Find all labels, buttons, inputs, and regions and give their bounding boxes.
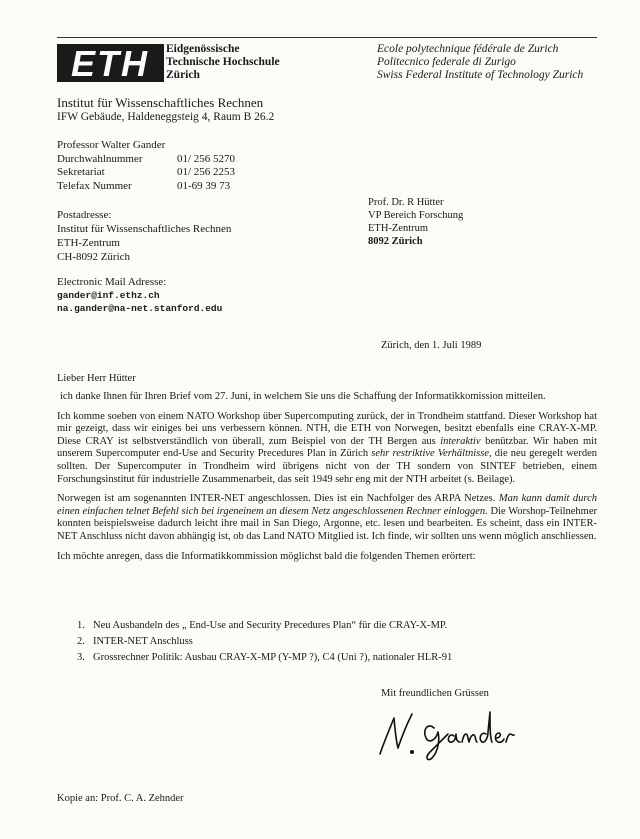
contact-label: Telefax Nummer: [57, 179, 132, 192]
postal-line: Institut für Wissenschaftliches Rechnen: [57, 223, 232, 235]
closing: Mit freundlichen Grüssen: [381, 688, 489, 699]
recipient-line: ETH-Zentrum: [368, 223, 429, 234]
date-line: Zürich, den 1. Juli 1989: [381, 340, 482, 351]
sender-name: Professor Walter Gander: [57, 139, 166, 151]
postal-line: ETH-Zentrum: [57, 237, 120, 249]
paragraph: [57, 493, 597, 543]
list-item: [77, 618, 452, 634]
institute-block: [57, 95, 274, 125]
recipient-line: Prof. Dr. R Hütter: [368, 197, 444, 208]
emphasis: interaktiv: [440, 435, 481, 447]
text-run: Norwegen ist am sogenannten INTER-NET angeschlossen. Dies ist ein Nachfolger des ARPA Netzes.: [57, 493, 499, 505]
org-line: Ecole polytechnique fédérale de Zurich: [377, 43, 559, 55]
org-line: Swiss Federal Institute of Technology Zurich: [377, 69, 584, 81]
text-run: Ich komme soeben von einem NATO Workshop über Supercomputing zurück, der in Trondheim stattfand. Dieser Workshop hat mir gezeigt, dass wir einiges bei uns verbessern können. NTH, die ETH von Norwegen, besitzt ebenfalls eine CRAY-X-MP. Diese CRAY ist selbstverständlich von überall, zum Beispiel von der TH Bergen aus: [57, 410, 597, 447]
contact-row: [57, 166, 235, 180]
recipient-line: VP Bereich Forschung: [368, 210, 464, 221]
contact-value: 01/ 256 5270: [177, 152, 236, 165]
contact-row: [57, 153, 235, 167]
contact-label: Durchwahlnummer: [57, 152, 143, 165]
email-heading: Electronic Mail Adresse:: [57, 276, 167, 288]
institute-name: Institut für Wissenschaftliches Rechnen: [57, 95, 264, 110]
text-run: Die Worshop-Teilnehmer konnten beispielsweise dadurch leicht ihre mail in San Diego, Argonne, etc. lesen und bearbeiten. Es scheint, dass ein INTER-NET Anschluss nicht davon abhängig ist, ob das Land NATO Mitglied ist. Ich finde, wir sollten uns wenn möglich anschliessen.: [57, 505, 598, 542]
postal-heading: Postadresse:: [57, 209, 112, 221]
paragraph: [57, 411, 597, 487]
contact-label: Sekretariat: [57, 166, 105, 178]
postal-address: [57, 208, 231, 264]
contact-block: [57, 139, 235, 193]
letter-body: [57, 391, 597, 570]
emphasis: Man kann damit durch einen einfachen telnet Befehl sich bei irgeneinem an diesem Netz angeschlossenen Rechner einloggen.: [57, 493, 597, 517]
list-item: [77, 650, 452, 666]
contact-row: [57, 180, 235, 194]
paragraph: Ich möchte anregen, dass die Informatikkommission möglichst bald die folgenden Themen erörtert:: [57, 550, 476, 562]
org-line: Zürich: [166, 69, 200, 81]
eth-logo-text: ETH: [71, 44, 149, 82]
email-address: gander@inf.ethz.ch: [57, 290, 160, 301]
copy-to: Kopie an: Prof. C. A. Zehnder: [57, 793, 184, 804]
contact-value: 01-69 39 73: [177, 179, 231, 192]
text-run: benützbar. Wir haben mit unserem Supercomputer end-Use and Security Precedures Plan in Zürich: [57, 435, 597, 460]
emphasis: sehr restriktive Verhältnisse: [371, 448, 489, 460]
postal-line: CH-8092 Zürich: [57, 251, 131, 263]
text-run: , die neu geregelt werden sollten. Der Supercomputer in Trondheim wird übrigens nicht von der TH sondern von SINTEF betrieben, einem Forschungsinstitut für industrielle Zusammenarbeit, das seit 1949 sehr eng mit der NTH arbeitet (s. Beilage).: [57, 448, 597, 485]
institute-address: IFW Gebäude, Haldeneggsteig 4, Raum B 26.2: [57, 111, 275, 123]
list-item: [77, 634, 452, 650]
paragraph: ich danke Ihnen für Ihren Brief vom 27. Juni, in welchem Sie uns die Schaffung der Informatikkomission mitteilen.: [60, 391, 546, 402]
list-number: 3.: [77, 652, 85, 663]
email-address: na.gander@na-net.stanford.edu: [57, 303, 223, 314]
recipient-line: 8092 Zürich: [368, 236, 423, 247]
header-rule: [57, 37, 597, 38]
list-text: INTER-NET Anschluss: [93, 636, 193, 647]
contact-value: 01/ 256 2253: [177, 166, 236, 178]
org-line: Technische Hochschule: [166, 56, 280, 68]
list-text: Grossrechner Politik: Ausbau CRAY-X-MP (Y-MP ?), C4 (Uni ?), nationaler HLR-91: [93, 652, 453, 663]
handwritten-signature: [374, 706, 519, 762]
org-name-international: [377, 43, 583, 82]
topic-list: [77, 618, 452, 666]
list-text: Neu Ausbandeln des „ End-Use and Security Precedures Plan“ für die CRAY-X-MP.: [93, 620, 448, 631]
salutation: Lieber Herr Hütter: [57, 373, 136, 384]
list-number: 1.: [77, 620, 85, 631]
email-block: [57, 276, 222, 315]
recipient-address: [368, 196, 463, 248]
list-number: 2.: [77, 636, 85, 647]
eth-logo: [57, 44, 164, 82]
org-name-german: [166, 43, 280, 82]
org-line: Politecnico federale di Zurigo: [377, 56, 516, 68]
org-line: Eidgenössische: [166, 43, 240, 55]
